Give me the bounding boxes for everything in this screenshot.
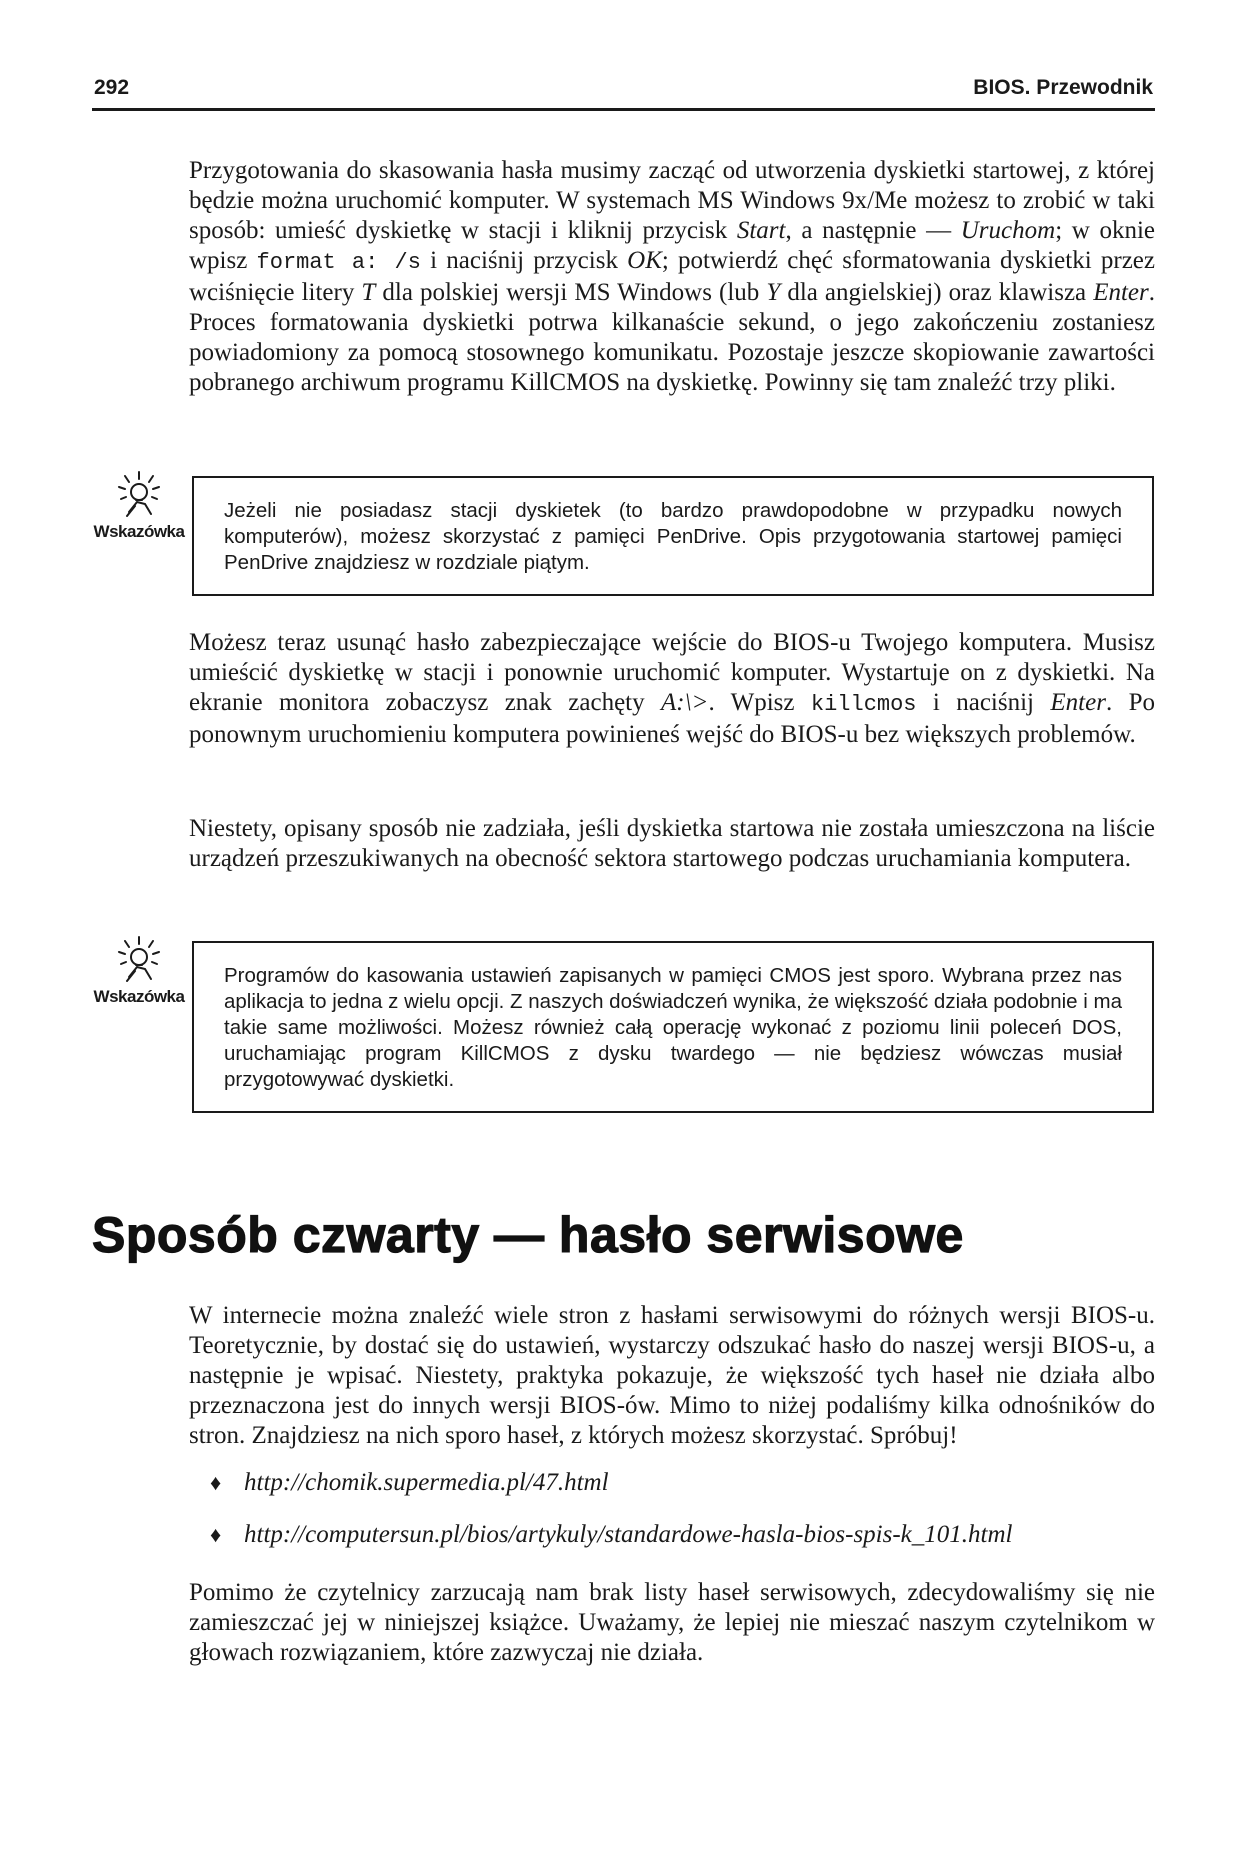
text-run: . Wpisz <box>708 689 811 716</box>
lightbulb-hand-icon <box>115 935 163 985</box>
text-run: Możesz teraz usunąć hasło zabezpieczające wejście do BIOS-u Twojego komputera. Musisz umieścić dyskietkę w stacji i ponownie uruchomić komputer. Wystartuje on z dyskietki. Na ekranie monitora zobaczysz znak zachęty <box>189 629 1155 716</box>
text-run: ; w oknie wpisz <box>189 217 1155 274</box>
running-title: BIOS. Przewodnik <box>973 76 1153 99</box>
text-run: ; potwierdź chęć sformatowania dyskietki przez wciśnięcie litery <box>189 247 1155 306</box>
paragraph-service-passwords <box>189 1301 1155 1451</box>
paragraph-boot-order-note <box>189 814 1155 874</box>
text-run: i naciśnij przycisk <box>420 247 628 274</box>
section-heading: Sposób czwarty — hasło serwisowe <box>92 1207 964 1263</box>
key-enter: Enter <box>1050 689 1106 716</box>
page-header <box>92 76 1155 111</box>
list-item <box>210 1468 1012 1498</box>
tip-label: Wskazówka <box>93 522 185 541</box>
ui-term-uruchom: Uruchom <box>960 217 1056 244</box>
text-run: Przygotowania do skasowania hasła musimy zacząć od utworzenia dyskietki startowej, z której będzie można uruchomić komputer. W systemach MS Windows 9x/Me możesz to zrobić w taki sposób: umieść dyskietkę w stacji i kliknij przycisk <box>189 157 1155 244</box>
text-run: dla angielskiej) oraz klawisza <box>780 279 1094 306</box>
command-format: format a: /s <box>256 250 421 275</box>
page-number: 292 <box>94 76 130 99</box>
paragraph-floppy-prep <box>189 156 1155 398</box>
paragraph-closing <box>189 1578 1155 1668</box>
tip-text: Jeżeli nie posiadasz stacji dyskietek (to bardzo prawdopodobne w przypadku nowych komputerów), możesz skorzystać z pamięci PenDrive. Opis przygotowania startowej pamięci PenDrive znajdziesz w rozdziale piątym. <box>224 499 1122 574</box>
key-letter-t: T <box>361 279 376 306</box>
key-letter-y: Y <box>766 279 781 306</box>
dos-prompt: A:\> <box>661 689 709 716</box>
paragraph-remove-password <box>189 628 1155 750</box>
text-run: W internecie można znaleźć wiele stron z hasłami serwisowymi do różnych wersji BIOS-u. Teoretycznie, by dostać się do ustawień, wystarczy odszukać hasło do naszej wersji BIOS-u, a następnie je wpisać. Niestety, praktyka pokazuje, że większość tych haseł nie działa albo przeznaczona jest do innych wersji BIOS-ów. Mimo to niżej podaliśmy kilka odnośników do stron. Znajdziesz na nich sporo haseł, z których możesz skorzystać. Spróbuj! <box>189 1302 1155 1449</box>
lightbulb-hand-icon <box>115 470 163 520</box>
link-computersun[interactable]: http://computersun.pl/bios/artykuly/standardowe-hasla-bios-spis-k_101.html <box>244 1521 1013 1548</box>
text-run: . Proces formatowania dyskietki potrwa kilkanaście sekund, o jego zakończeniu zostaniesz powiadomiony za pomocą stosownego komunikatu. Pozostaje jeszcze skopiowanie zawartości pobranego archiwum programu KillCMOS na dyskietkę. Powinny się tam znaleźć trzy pliki. <box>189 279 1156 396</box>
tip-box-pendrive <box>192 476 1154 596</box>
link-chomik[interactable]: http://chomik.supermedia.pl/47.html <box>244 1469 609 1496</box>
key-enter: Enter <box>1093 279 1149 306</box>
text-run: . Po ponownym uruchomieniu komputera powinieneś wejść do BIOS-u bez większych problemów. <box>189 689 1155 748</box>
tip-text: Programów do kasowania ustawień zapisanych w pamięci CMOS jest sporo. Wybrana przez nas aplikacja to jedna z wielu opcji. Z naszych doświadczeń wynika, że większość działa podobnie i ma takie same możliwości. Możesz również całą operację wykonać z poziomu linii poleceń DOS, uruchamiając program KillCMOS z dysku twardego — nie będziesz wówczas musiał przygotowywać dyskietki. <box>224 964 1122 1091</box>
ui-term-start: Start <box>736 217 786 244</box>
diamond-bullet-icon: ♦ <box>210 1470 222 1495</box>
diamond-bullet-icon: ♦ <box>210 1522 222 1547</box>
text-run: Pomimo że czytelnicy zarzucają nam brak listy haseł serwisowych, zdecydowaliśmy się nie zamieszczać jej w niniejszej książce. Uważamy, że lepiej nie mieszać naszym czytelnikom w głowach rozwiązaniem, które zazwyczaj nie działa. <box>189 1579 1155 1666</box>
tip-label: Wskazówka <box>93 987 185 1006</box>
list-item <box>210 1520 1012 1550</box>
command-killcmos: killcmos <box>810 692 917 717</box>
tip-marker <box>93 470 185 542</box>
text-run: Niestety, opisany sposób nie zadziała, jeśli dyskietka startowa nie została umieszczona na liście urządzeń przeszukiwanych na obecność sektora startowego podczas uruchamiania komputera. <box>189 815 1155 872</box>
text-run: dla polskiej wersji MS Windows (lub <box>375 279 767 306</box>
tip-box-cmos-programs <box>192 941 1154 1113</box>
text-run: i naciśnij <box>916 689 1051 716</box>
link-list <box>210 1468 1012 1550</box>
text-run: , a następnie — <box>785 217 961 244</box>
tip-marker <box>93 935 185 1007</box>
ui-term-ok: OK <box>627 247 662 274</box>
